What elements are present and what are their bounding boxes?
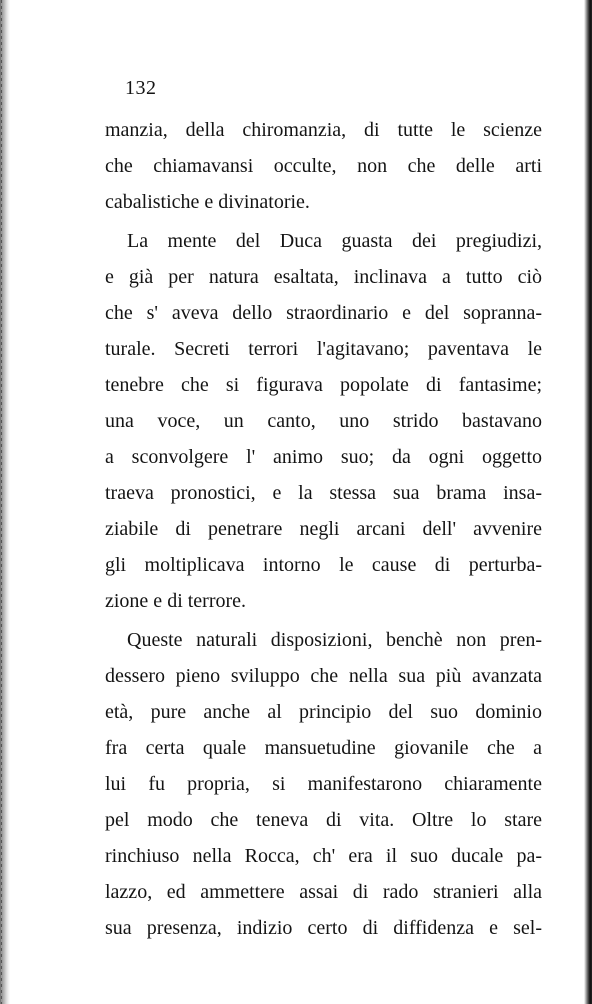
text-line: Queste naturali disposizioni, benchè non pren-	[127, 629, 542, 651]
text-line: una voce, un canto, uno strido bastavano	[105, 410, 542, 432]
text-line: lazzo, ed ammettere assai di rado stranieri alla	[105, 881, 542, 903]
text-line: che chiamavansi occulte, non che delle arti	[105, 155, 542, 177]
text-line: gli moltiplicava intorno le cause di perturba-	[105, 554, 542, 576]
binding-shadow	[0, 0, 10, 1004]
text-line: tenebre che si figurava popolate di fantasime;	[105, 374, 542, 396]
body-text	[105, 112, 542, 946]
text-line: zione e di terrore.	[105, 590, 247, 612]
paragraph-2	[105, 223, 542, 619]
page-edge	[584, 0, 592, 1004]
text-line: sua presenza, indizio certo di diffidenza e sel-	[105, 917, 542, 939]
text-line: manzia, della chiromanzia, di tutte le scienze	[105, 119, 542, 141]
text-line: rinchiuso nella Rocca, ch' era il suo ducale pa-	[105, 845, 542, 867]
page-number: 132	[125, 77, 157, 99]
paragraph-1	[105, 112, 542, 220]
paragraph-3	[105, 622, 542, 946]
text-line: lui fu propria, si manifestarono chiaramente	[105, 773, 542, 795]
text-line: cabalistiche e divinatorie.	[105, 191, 310, 213]
text-line: e già per natura esaltata, inclinava a tutto ciò	[105, 266, 542, 288]
text-line: a sconvolgere l' animo suo; da ogni oggetto	[105, 446, 542, 468]
text-line: turale. Secreti terrori l'agitavano; paventava le	[105, 338, 542, 360]
text-line: fra certa quale mansuetudine giovanile che a	[105, 737, 542, 759]
text-line: pel modo che teneva di vita. Oltre lo stare	[105, 809, 542, 831]
text-line: dessero pieno sviluppo che nella sua più avanzata	[105, 665, 542, 687]
text-line: ziabile di penetrare negli arcani dell' avvenire	[105, 518, 542, 540]
text-line: La mente del Duca guasta dei pregiudizi,	[127, 230, 542, 252]
text-line: traeva pronostici, e la stessa sua brama insa-	[105, 482, 542, 504]
text-line: che s' aveva dello straordinario e del sopranna-	[105, 302, 542, 324]
text-line: età, pure anche al principio del suo dominio	[105, 701, 542, 723]
